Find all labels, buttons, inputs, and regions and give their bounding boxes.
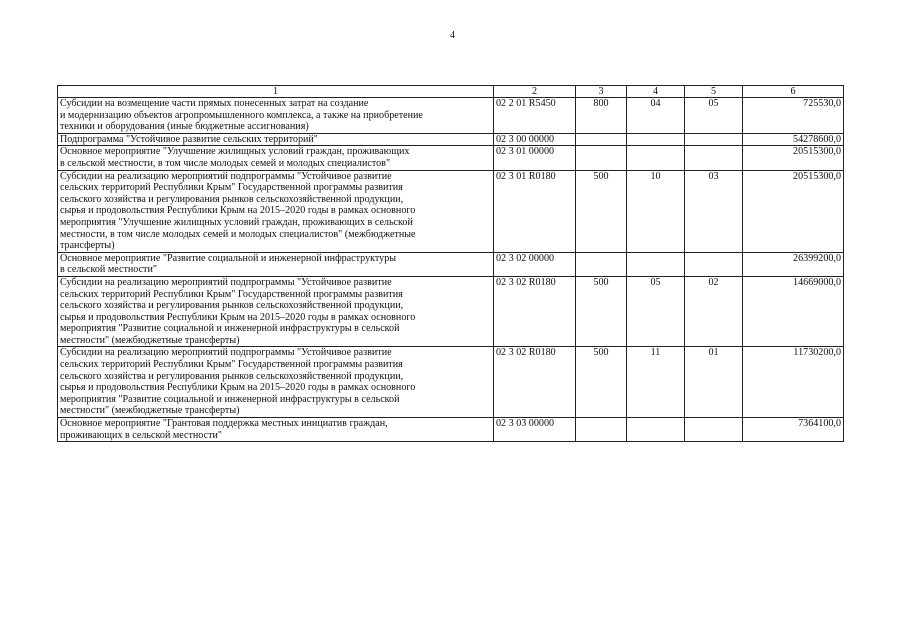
row-expense-type: 500: [576, 276, 627, 347]
table-row: [58, 170, 844, 252]
row-subsection: [685, 252, 743, 276]
row-subsection: 03: [685, 170, 743, 252]
table-row: [58, 276, 844, 347]
header-col-3: 3: [576, 86, 627, 98]
header-col-2: 2: [494, 86, 576, 98]
header-col-4: 4: [627, 86, 685, 98]
row-section: [627, 133, 685, 146]
row-section: 05: [627, 276, 685, 347]
row-code: 02 3 02 R0180: [494, 347, 576, 418]
row-sum: 14669000,0: [743, 276, 844, 347]
row-sum: 7364100,0: [743, 418, 844, 442]
row-code: 02 3 00 00000: [494, 133, 576, 146]
row-expense-type: 500: [576, 347, 627, 418]
row-expense-type: [576, 252, 627, 276]
row-section: [627, 146, 685, 170]
row-expense-type: [576, 418, 627, 442]
row-sum: 20515300,0: [743, 170, 844, 252]
row-section: [627, 418, 685, 442]
table-header-row: [58, 86, 844, 98]
row-code: 02 3 01 R0180: [494, 170, 576, 252]
table-row: [58, 146, 844, 170]
table-row: [58, 133, 844, 146]
row-subsection: 05: [685, 98, 743, 134]
row-expense-type: 500: [576, 170, 627, 252]
header-col-6: 6: [743, 86, 844, 98]
row-sum: 11730200,0: [743, 347, 844, 418]
row-sum: 54278600,0: [743, 133, 844, 146]
row-subsection: [685, 133, 743, 146]
row-code: 02 2 01 R5450: [494, 98, 576, 134]
row-name: Основное мероприятие "Развитие социальной и инженерной инфраструктуры в сельской местности": [58, 252, 494, 276]
row-name: Субсидии на возмещение части прямых понесенных затрат на создание и модернизацию объектов агропромышленного комплекса, а также на приобретение техники и оборудования (иные бюджетные ассигнования): [58, 98, 494, 134]
row-name: Основное мероприятие "Грантовая поддержка местных инициатив граждан, проживающих в сельской местности": [58, 418, 494, 442]
row-name: Субсидии на реализацию мероприятий подпрограммы "Устойчивое развитие сельских территорий Республики Крым" Государственной программы развития сельского хозяйства и регулирования рынков сельскохозяйственной продукции, сырья и продовольствия Республики Крым на 2015–2020 годы в рамках основного мероприятия "Развитие социальной и инженерной инфраструктуры в сельской местности" (межбюджетные трансферты): [58, 347, 494, 418]
row-expense-type: 800: [576, 98, 627, 134]
row-code: 02 3 03 00000: [494, 418, 576, 442]
row-subsection: 02: [685, 276, 743, 347]
row-name: Субсидии на реализацию мероприятий подпрограммы "Устойчивое развитие сельских территорий Республики Крым" Государственной программы развития сельского хозяйства и регулирования рынков сельскохозяйственной продукции, сырья и продовольствия Республики Крым на 2015–2020 годы в рамках основного мероприятия "Развитие социальной и инженерной инфраструктуры в сельской местности" (межбюджетные трансферты): [58, 276, 494, 347]
row-expense-type: [576, 146, 627, 170]
row-name: Основное мероприятие "Улучшение жилищных условий граждан, проживающих в сельской местности, в том числе молодых семей и молодых специалистов": [58, 146, 494, 170]
row-sum: 725530,0: [743, 98, 844, 134]
row-section: 11: [627, 347, 685, 418]
row-sum: 26399200,0: [743, 252, 844, 276]
row-section: [627, 252, 685, 276]
table-row: [58, 347, 844, 418]
budget-table: [57, 85, 844, 442]
row-subsection: [685, 418, 743, 442]
table-row: [58, 98, 844, 134]
page-number: 4: [450, 30, 455, 41]
header-col-5: 5: [685, 86, 743, 98]
row-subsection: 01: [685, 347, 743, 418]
row-code: 02 3 02 00000: [494, 252, 576, 276]
header-col-1: 1: [58, 86, 494, 98]
table-row: [58, 418, 844, 442]
row-sum: 20515300,0: [743, 146, 844, 170]
table-row: [58, 252, 844, 276]
row-code: 02 3 01 00000: [494, 146, 576, 170]
row-code: 02 3 02 R0180: [494, 276, 576, 347]
row-name: Субсидии на реализацию мероприятий подпрограммы "Устойчивое развитие сельских территорий Республики Крым" Государственной программы развития сельского хозяйства и регулирования рынков сельскохозяйственной продукции, сырья и продовольствия Республики Крым на 2015–2020 годы в рамках основного мероприятия "Улучшение жилищных условий граждан, проживающих в сельской местности, в том числе молодых семей и молодых специалистов" (межбюджетные трансферты): [58, 170, 494, 252]
row-expense-type: [576, 133, 627, 146]
row-subsection: [685, 146, 743, 170]
row-name: Подпрограмма "Устойчивое развитие сельских территорий": [58, 133, 494, 146]
row-section: 04: [627, 98, 685, 134]
row-section: 10: [627, 170, 685, 252]
